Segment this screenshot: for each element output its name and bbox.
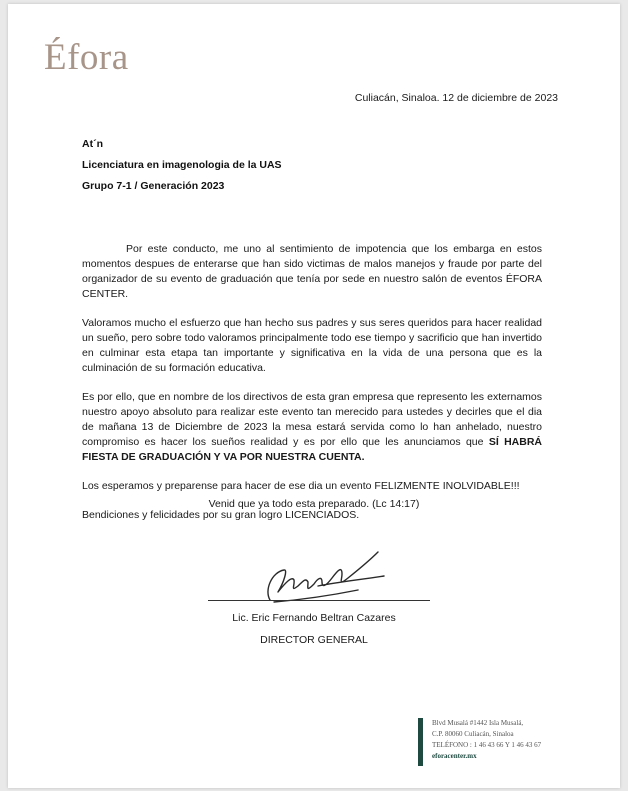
footer-contact	[432, 718, 541, 762]
footer-website: eforacenter.mx	[432, 752, 477, 760]
paragraph-4: Los esperamos y preparense para hacer de ese dia un evento FELIZMENTE INOLVIDABLE!!!	[82, 480, 520, 492]
paragraph-3-bold: SÍ HABRÁ FIESTA DE GRADUACIÓN Y VA POR NUESTRA CUENTA.	[82, 436, 542, 463]
footer-phone: TELÉFONO : 1 46 43 66 Y 1 46 43 67	[432, 741, 542, 749]
attn-label: At´n	[82, 138, 103, 150]
efora-logo: Éfora	[44, 37, 129, 78]
addressee-line-1: Licenciatura en imagenologia de la UAS	[82, 159, 282, 171]
date-line: Culiacán, Sinaloa. 12 de diciembre de 2023	[354, 92, 558, 104]
paragraph-5: Bendiciones y felicidades por su gran logro LICENCIADOS.	[82, 509, 360, 521]
signature-line	[208, 600, 430, 601]
paragraph-3-text: Es por ello, que en nombre de los directivos de esta gran empresa que represento les externamos nuestro apoyo absoluto para realizar este evento tan merecido para ustedes y decirles que el dia de mañana 13 de Diciembre de 2023 la mesa estará servida como lo han anhelado, nuestro compromiso es hacer los sueños realidad y es por ello que les anunciamos que	[82, 391, 542, 448]
footer-accent-bar	[418, 718, 423, 766]
handwritten-signature	[258, 542, 388, 612]
signer-name: Lic. Eric Fernando Beltran Cazares	[232, 612, 396, 624]
paragraph-1: Por este conducto, me uno al sentimiento de impotencia que los embarga en estos momentos despues de enterarse que han sido victimas de malos manejos y fraude por parte del organizador de su evento de graduación que tenía por sede en nuestro salón de eventos ÉFORA CENTER.	[82, 243, 542, 300]
addressee-line-2: Grupo 7-1 / Generación 2023	[82, 180, 225, 192]
addressee-block	[82, 138, 282, 201]
paragraph-3	[82, 390, 542, 465]
closing-quote: Venid que ya todo esta preparado. (Lc 14:17)	[208, 498, 420, 510]
footer-address-2: C.P. 80060 Culiacán, Sinaloa	[432, 730, 514, 738]
paragraph-2: Valoramos mucho el esfuerzo que han hecho sus padres y sus seres queridos para hacer realidad un sueño, pero sobre todo valoramos principalmente todo ese tiempo y sacrificio que han invertido en culminar esta etapa tan importante y significativa en la vida de una persona que es la culminación de su formación educativa.	[82, 317, 542, 374]
letter-body	[82, 242, 542, 537]
signer-title: DIRECTOR GENERAL	[260, 634, 368, 646]
footer-address-1: Blvd Musalá #1442 Isla Musalá,	[432, 719, 524, 727]
